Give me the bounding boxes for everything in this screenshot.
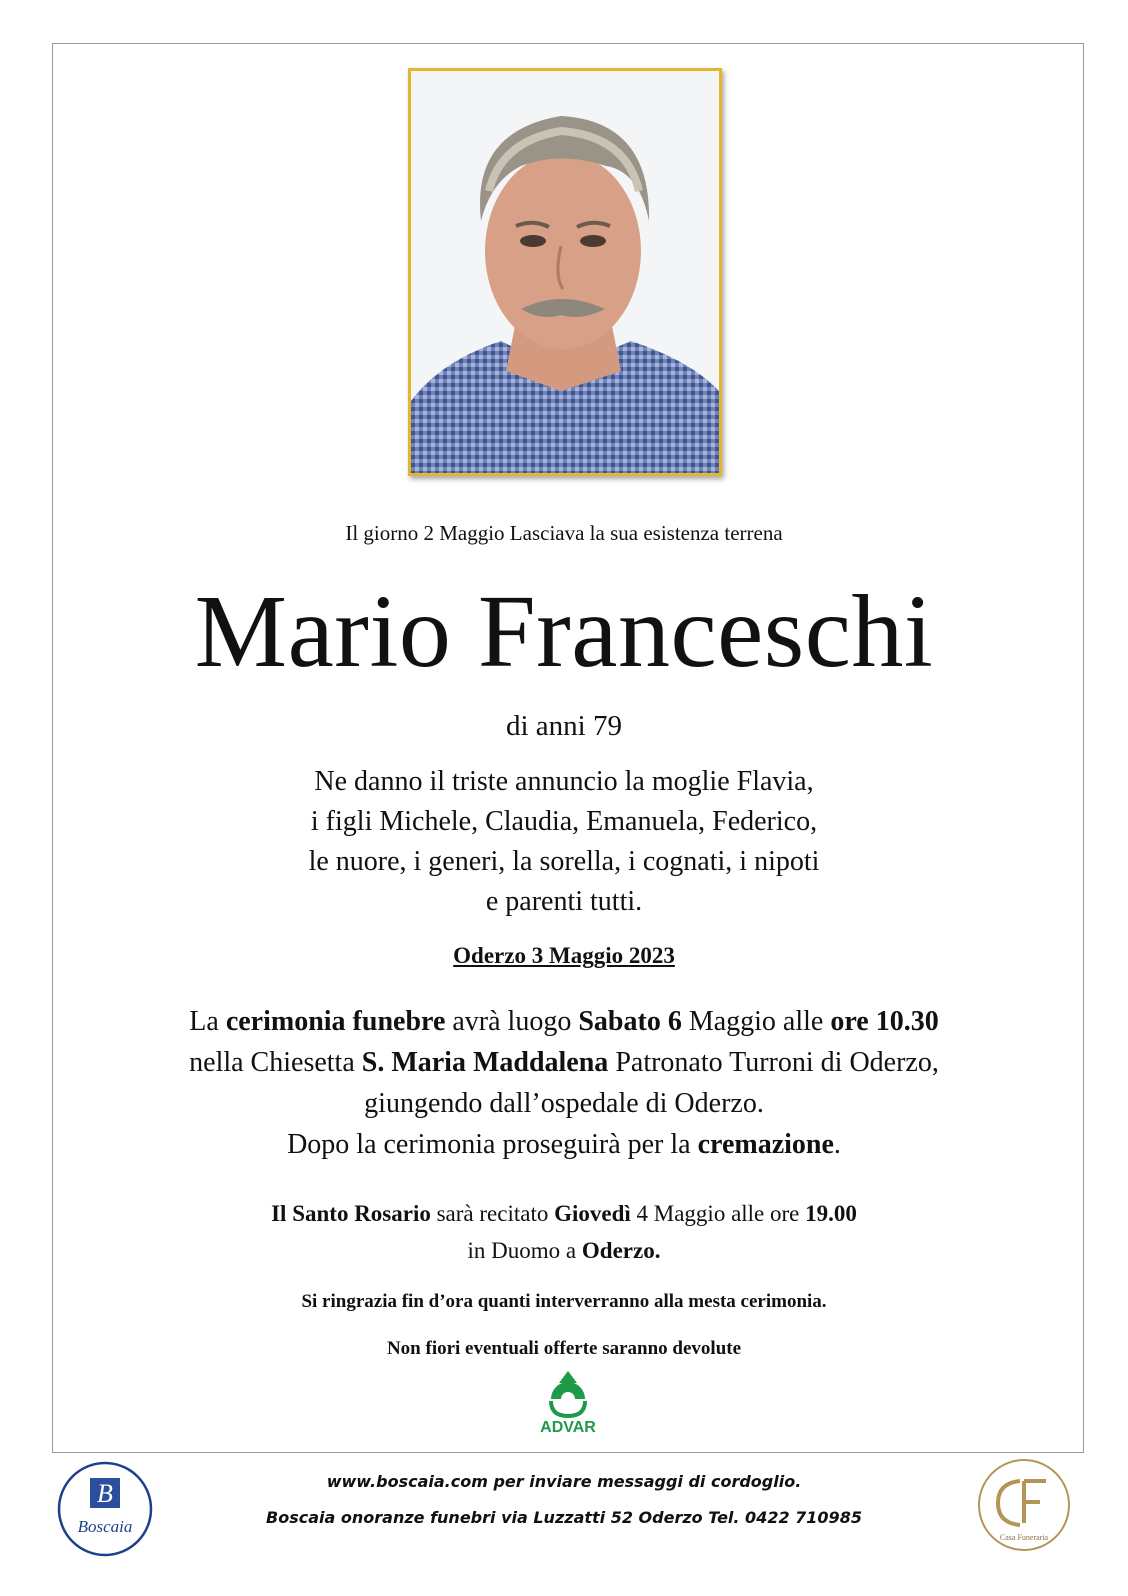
family-line: e parenti tutti. (485, 886, 643, 917)
deceased-name: Mario Franceschi (194, 574, 934, 689)
advar-logo-text: ADVAR (540, 1419, 596, 1435)
age-line: di anni 79 (506, 710, 622, 742)
svg-text:B: B (97, 1479, 113, 1508)
boscaia-logo (56, 1460, 154, 1558)
intro-line: Il giorno 2 Maggio Lasciava la sua esistenza terrena (345, 521, 783, 545)
boscaia-logo-text: Boscaia (77, 1517, 133, 1536)
family-announcement (0, 762, 1128, 922)
ceremony-line-3: giungendo dall’ospedale di Oderzo. (364, 1088, 764, 1119)
place-date: Oderzo 3 Maggio 2023 (453, 943, 675, 968)
ceremony-info (0, 1001, 1128, 1165)
family-line: le nuore, i generi, la sorella, i cognati, i nipoti (308, 846, 820, 877)
rosary-line-1: Il Santo Rosario sarà recitato Giovedì 4 Maggio alle ore 19.00 (271, 1201, 857, 1226)
advar-logo (533, 1369, 603, 1435)
footer-website-line: www.boscaia.com per inviare messaggi di cordoglio. (326, 1472, 802, 1491)
thanks-line: Si ringrazia fin d’ora quanti interverranno alla mesta cerimonia. (301, 1291, 827, 1312)
family-line: i figli Michele, Claudia, Emanuela, Federico, (310, 806, 818, 837)
portrait-photo (408, 68, 722, 476)
rosary-info (0, 1195, 1128, 1269)
rosary-line-2: in Duomo a Oderzo. (467, 1238, 661, 1263)
ceremony-line-1: La cerimonia funebre avrà luogo Sabato 6 Maggio alle ore 10.30 (189, 1006, 939, 1037)
footer-address-line: Boscaia onoranze funebri via Luzzatti 52 Oderzo Tel. 0422 710985 (266, 1508, 862, 1527)
casa-funeraria-logo (976, 1457, 1072, 1553)
family-line: Ne danno il triste annuncio la moglie Flavia, (314, 766, 814, 797)
portrait-illustration (411, 71, 719, 473)
ceremony-line-4: Dopo la cerimonia proseguirà per la cremazione. (287, 1129, 841, 1160)
casa-funeraria-logo-text: Casa Funeraria (999, 1533, 1049, 1542)
flowers-line: Non fiori eventuali offerte saranno devolute (386, 1338, 742, 1359)
ceremony-line-2: nella Chiesetta S. Maria Maddalena Patronato Turroni di Oderzo, (189, 1047, 939, 1078)
